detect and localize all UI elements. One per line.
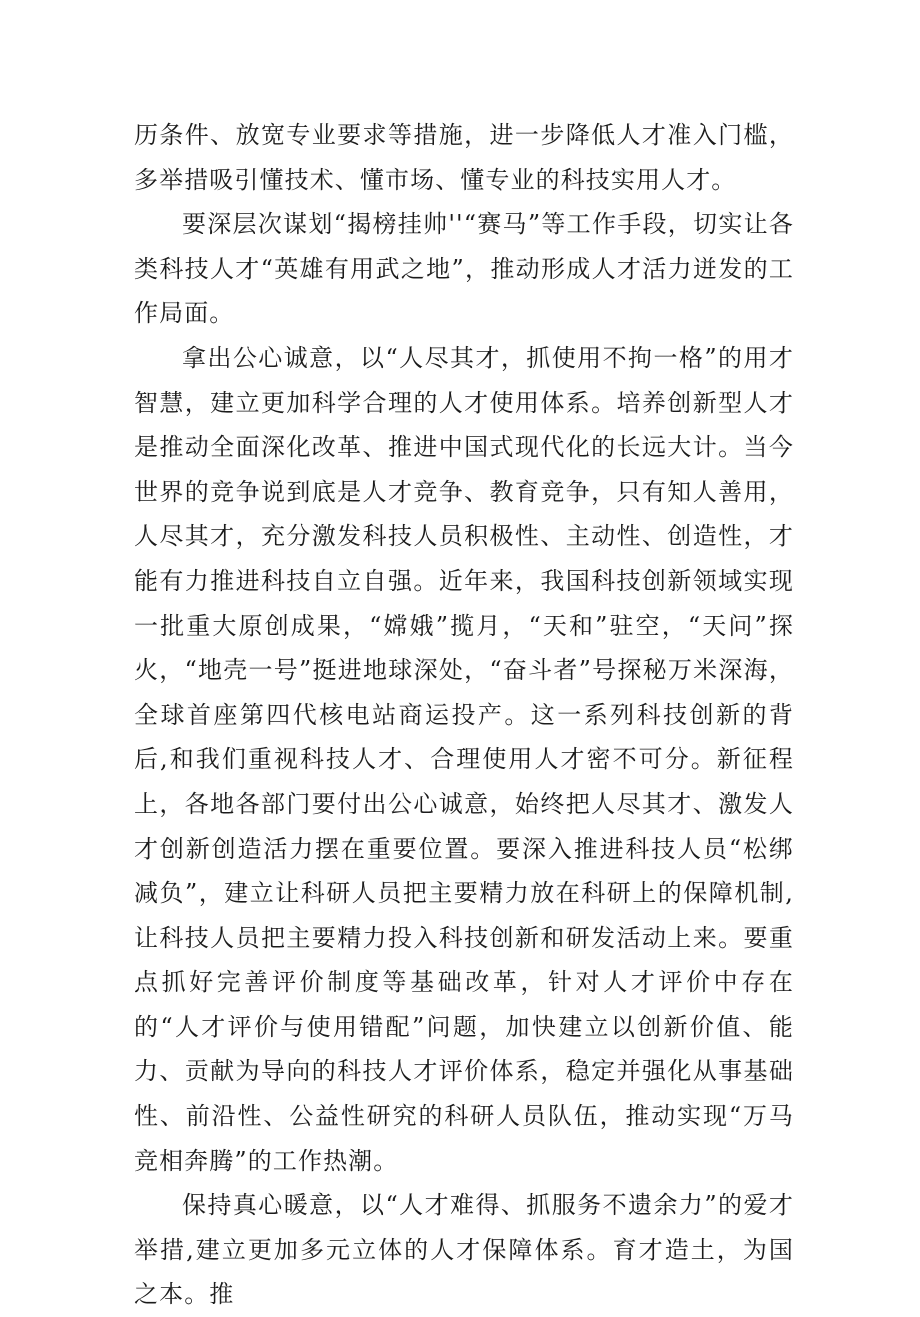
body-text [134, 113, 794, 1317]
paragraph: 历条件、放宽专业要求等措施，进一步降低人才准入门槛，多举措吸引懂技术、懂市场、懂专业的科技实用人才。 [134, 121, 794, 194]
paragraph: 保持真心暖意，以“人才难得、抓服务不遗余力”的爱才举措,建立更加多元立体的人才保障体系。育才造土，为国之本。推 [134, 1191, 794, 1309]
paragraph: 拿出公心诚意，以“人尽其才，抓使用不拘一格”的用才智慧，建立更加科学合理的人才使用体系。培养创新型人才是推动全面深化改革、推进中国式现代化的长远大计。当今世界的竞争说到底是人才竞争、教育竞争，只有知人善用，人尽其才，充分激发科技人员积极性、主动性、创造性，才能有力推进科技自立自强。近年来，我国科技创新领域实现一批重大原创成果，“嫦娥”揽月，“天和”驻空，“天问”探火，“地壳一号”挺进地球深处，“奋斗者”号探秘万米深海，全球首座第四代核电站商运投产。这一系列科技创新的背后,和我们重视科技人才、合理使用人才密不可分。新征程上，各地各部门要付出公心诚意，始终把人尽其才、激发人才创新创造活力摆在重要位置。要深入推进科技人员“松绑减负”，建立让科研人员把主要精力放在科研上的保障机制,让科技人员把主要精力投入科技创新和研发活动上来。要重点抓好完善评价制度等基础改革，针对人才评价中存在的“人才评价与使用错配”问题，加快建立以创新价值、能力、贡献为导向的科技人才评价体系，稳定并强化从事基础性、前沿性、公益性研究的科研人员队伍，推动实现“万马竞相奔腾”的工作热潮。 [134, 343, 794, 1175]
paragraph: 要深层次谋划“揭榜挂帅''“赛马”等工作手段，切实让各类科技人才“英雄有用武之地”，推动形成人才活力迸发的工作局面。 [134, 210, 794, 328]
